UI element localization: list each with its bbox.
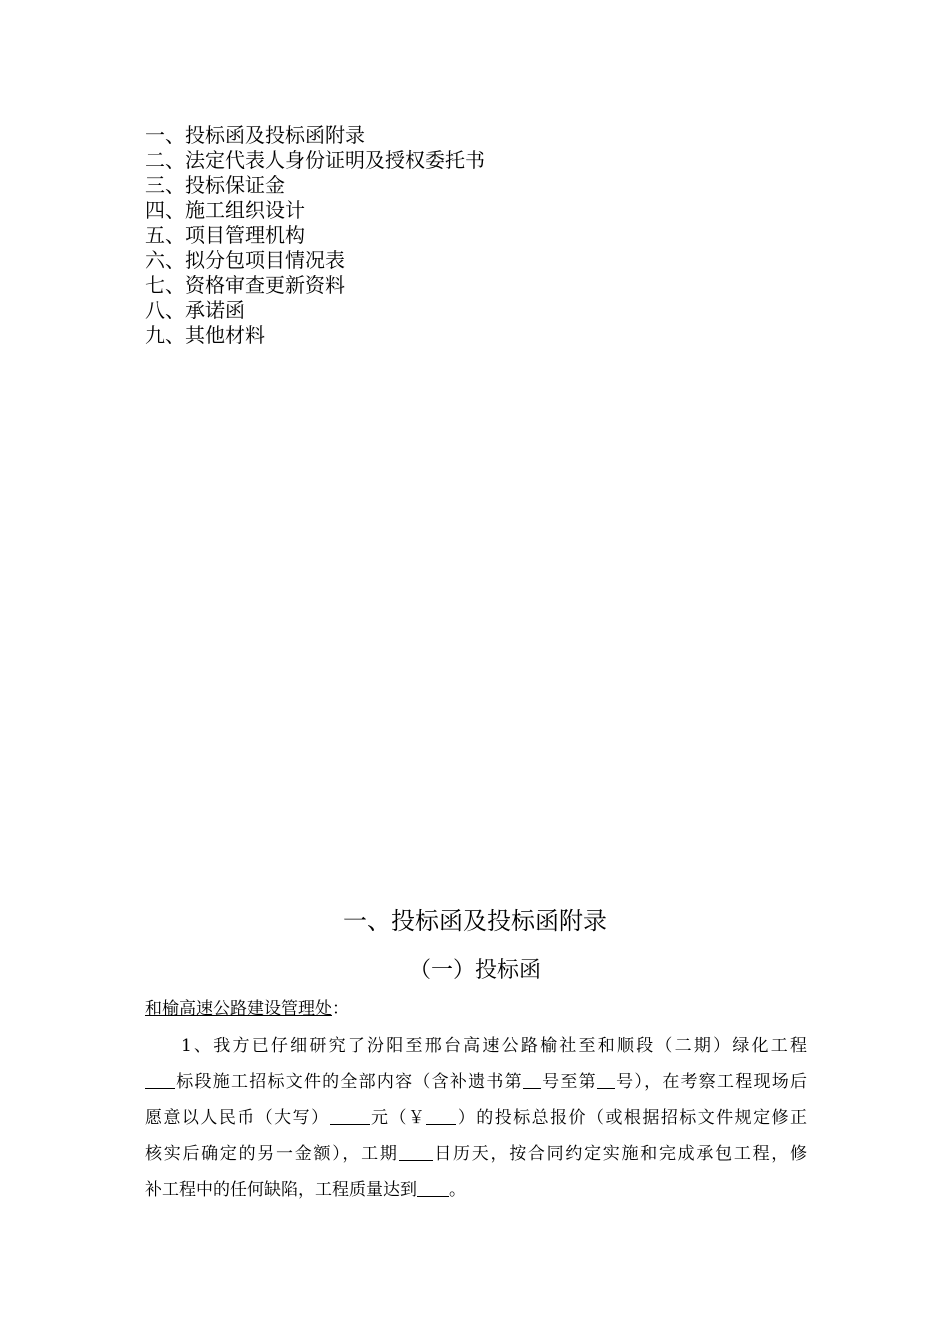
- section-subtitle: （一）投标函: [408, 958, 541, 983]
- paragraph-text: 元（￥: [369, 1108, 427, 1128]
- bid-letter-paragraph: [145, 1028, 807, 1208]
- paragraph-text: 补工程中的任何缺陷，工程质量达到: [145, 1180, 417, 1200]
- addressee-line: [145, 995, 349, 1023]
- toc-item: 五、项目管理机构: [145, 223, 305, 247]
- paragraph-text: 愿意以人民币（大写）: [145, 1108, 330, 1128]
- paragraph-text: 1、我方已仔细研究了汾阳至邢台高速公路榆社至和顺段（二期）绿化工程: [181, 1036, 807, 1056]
- paragraph-text: 。: [449, 1180, 466, 1200]
- paragraph-line-4: [145, 1136, 807, 1172]
- paragraph-text: 标段施工招标文件的全部内容（含补遗书第: [175, 1072, 523, 1092]
- toc-item: 四、施工组织设计: [145, 198, 305, 222]
- paragraph-text: 号至第: [540, 1072, 597, 1092]
- addressee-colon: ：: [332, 999, 349, 1019]
- paragraph-line-5: [145, 1172, 807, 1208]
- blank-addendum-to[interactable]: [597, 1070, 615, 1089]
- toc-item: 六、拟分包项目情况表: [145, 248, 345, 272]
- toc-item: 三、投标保证金: [145, 173, 285, 197]
- blank-lot-number[interactable]: [145, 1070, 175, 1089]
- blank-amount-words[interactable]: [330, 1106, 370, 1125]
- toc-item: 七、资格审查更新资料: [145, 273, 345, 297]
- toc-item: 一、投标函及投标函附录: [145, 123, 365, 147]
- paragraph-text: 日历天，按合同约定实施和完成承包工程，修: [432, 1144, 808, 1164]
- blank-amount-figures[interactable]: [426, 1106, 456, 1125]
- paragraph-text: 核实后确定的另一金额），工期: [145, 1144, 399, 1164]
- paragraph-line-2: [145, 1064, 807, 1100]
- paragraph-line-1: [145, 1028, 807, 1064]
- paragraph-line-3: [145, 1100, 807, 1136]
- toc-item: 九、其他材料: [145, 323, 265, 347]
- toc-item: 八、承诺函: [145, 298, 245, 322]
- paragraph-text: ）的投标总报价（或根据招标文件规定修正: [456, 1108, 808, 1128]
- section-title: 一、投标函及投标函附录: [343, 907, 607, 935]
- toc-item: 二、法定代表人身份证明及授权委托书: [145, 148, 485, 172]
- blank-addendum-from[interactable]: [523, 1070, 541, 1089]
- paragraph-text: 号），在考察工程现场后: [614, 1072, 808, 1092]
- table-of-contents: [145, 123, 485, 348]
- addressee-name: 和榆高速公路建设管理处: [145, 999, 332, 1019]
- blank-duration-days[interactable]: [399, 1142, 433, 1161]
- blank-quality-standard[interactable]: [417, 1178, 449, 1197]
